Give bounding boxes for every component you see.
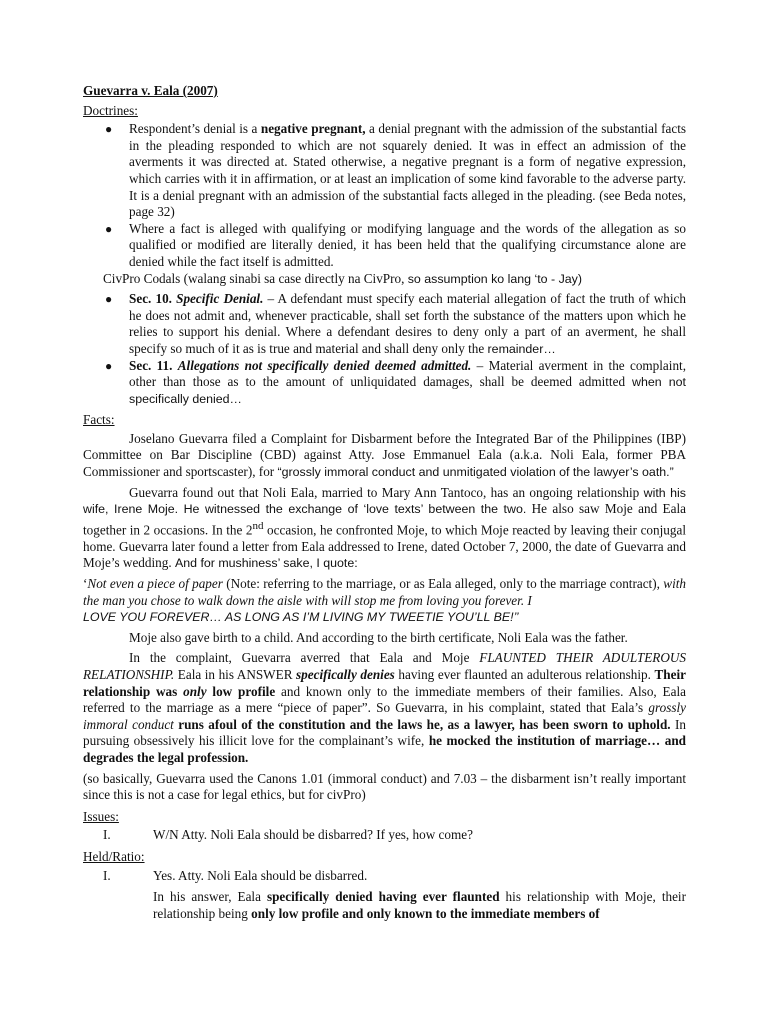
held-heading: Held/Ratio:	[83, 848, 145, 864]
facts-paragraph: In the complaint, Guevarra averred that Eala and Moje FLAUNTED THEIR ADULTEROUS RELATIONSHIP. Eala in his ANSWER specifically denies having ever flaunted an adulterous relationship. Their relationship was only low profile and known only to the immediate members of their families. Also, Eala referred to the marriage as a mere “piece of paper”. So Guevarra, in his complaint, stated that Eala’s grossly immoral conduct runs afoul of the constitution and the laws he, as a lawyer, has been sworn to uphold. In pursuing obsessively his illicit love for the complainant’s wife, he mocked the institution of marriage… and degrades the legal profession.	[83, 650, 687, 765]
letter-quote: ‘Not even a piece of paper (Note: referring to the marriage, or as Eala alleged, only to the marriage contract), with the man you chose to walk down the aisle with will stop me from loving you forever. I LOVE YOU FOREVER… AS LONG AS I’M LIVING MY TWEETIE YOU’LL BE!’’	[83, 576, 686, 625]
codals-list	[83, 291, 686, 407]
issue-item: I. W/N Atty. Noli Eala should be disbarred? If yes, how come?	[103, 827, 473, 843]
codal-item: ● Sec. 10. Specific Denial. – A defendant must specify each material allegation of fact the truth of which he does not admit and, whenever practicable, shall set forth the substance of the matters upon which he relies to support his denial. Where a defendant desires to deny only a part of an averment, he shall specify so much of it as is true and material and shall deny only the remainder…	[105, 291, 687, 356]
bullet-icon: ●	[105, 221, 113, 236]
doctrines-heading: Doctrines:	[83, 102, 138, 118]
bullet-icon: ●	[105, 292, 113, 307]
facts-paragraph: Guevarra found out that Noli Eala, married to Mary Ann Tantoco, has an ongoing relationship with his wife, Irene Moje. He witnessed the exchange of ‘love texts’ between the two. He also saw Moje and Eala together in 2 occasions. In the 2nd occasion, he confronted Moje, to which Moje reacted by leaving their conjugal home. Guevarra later found a letter from Eala addressed to Irene, dated October 7, 2000, the date of Guevarra and Moje’s wedding. And for mushiness’ sake, I quote:	[83, 484, 686, 571]
case-title: Guevarra v. Eala (2007)	[83, 83, 218, 98]
doctrine-item: ● Where a fact is alleged with qualifying or modifying language and the words of the allegation as so qualified or modified are literally denied, it has been held that the qualifying circumstance alone are denied while the fact itself is admitted.	[105, 220, 686, 269]
bullet-icon: ●	[105, 122, 113, 137]
bullet-icon: ●	[105, 358, 113, 373]
facts-heading: Facts:	[83, 412, 115, 428]
facts-paragraph: Joselano Guevarra filed a Complaint for Disbarment before the Integrated Bar of the Philippines (IBP) Committee on Bar Discipline (CBD) against Atty. Jose Emmanuel Eala (a.k.a. Noli Eala, former PBA Commissioner and sportscaster), for “grossly immoral conduct and unmitigated violation of the lawyer’s oath.”	[83, 430, 686, 480]
held-item: I. Yes. Atty. Noli Eala should be disbarred.	[103, 867, 368, 883]
doctrines-list	[83, 121, 686, 270]
held-paragraph: In his answer, Eala specifically denied having ever flaunted his relationship with Moje, their relationship being only low profile and only known to the immediate members of	[153, 889, 686, 921]
document-body	[83, 83, 686, 922]
facts-note: (so basically, Guevarra used the Canons 1.01 (immoral conduct) and 7.03 – the disbarment isn’t really important since this is not a case for legal ethics, but for civPro)	[83, 770, 686, 803]
facts-paragraph: Moje also gave birth to a child. And according to the birth certificate, Noli Eala was the father.	[129, 629, 628, 645]
codals-intro: CivPro Codals (walang sinabi sa case directly na CivPro, so assumption ko lang ‘to - Jay)	[103, 270, 582, 286]
codal-item: ● Sec. 11. Allegations not specifically denied deemed admitted. – Material averment in the complaint, other than those as to the amount of unliquidated damages, shall be deemed admitted when not specifically denied…	[105, 357, 687, 406]
doctrine-item: ● Respondent’s denial is a negative pregnant, a denial pregnant with the admission of the substantial facts in the pleading responded to which are not squarely denied. It was in effect an admission of the averments it was directed at. Stated otherwise, a negative pregnant is a form of negative expression, which carries with it in affirmation, or at least an implication of some kind favorable to the adverse party. It is a denial pregnant with an admission of the substantial facts alleged in the pleading. (see Beda notes, page 32)	[105, 121, 686, 220]
issues-heading: Issues:	[83, 808, 119, 824]
